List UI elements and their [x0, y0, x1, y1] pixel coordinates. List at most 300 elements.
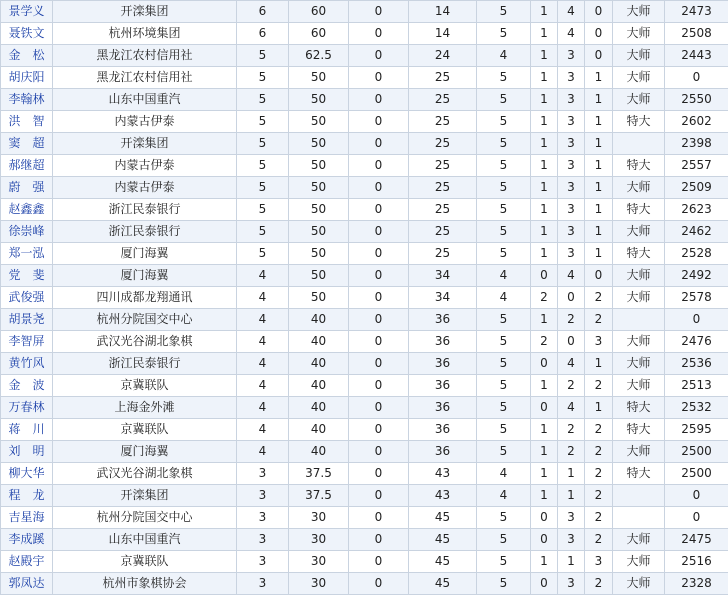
wins-cell: 1 [531, 375, 558, 397]
wins-cell: 1 [531, 419, 558, 441]
score-cell: 6 [237, 23, 289, 45]
rating-cell: 2557 [665, 155, 728, 177]
wins-cell: 1 [531, 133, 558, 155]
player-name-link[interactable]: 吉星海 [1, 507, 53, 529]
score-percent-cell: 50 [289, 111, 349, 133]
losses-cell: 0 [585, 45, 613, 67]
col-zero-cell: 0 [349, 155, 409, 177]
player-name-link[interactable]: 郝继超 [1, 155, 53, 177]
player-name-link[interactable]: 郭凤达 [1, 573, 53, 595]
rating-cell: 2513 [665, 375, 728, 397]
score-cell: 4 [237, 331, 289, 353]
score-percent-cell: 62.5 [289, 45, 349, 67]
title-cell: 大师 [613, 89, 665, 111]
draws-cell: 3 [558, 507, 585, 529]
rank-value-cell: 25 [409, 177, 477, 199]
player-name-link[interactable]: 柳大华 [1, 463, 53, 485]
player-name-link[interactable]: 程 龙 [1, 485, 53, 507]
score-cell: 3 [237, 573, 289, 595]
games-cell: 5 [477, 1, 531, 23]
table-row [1, 551, 728, 573]
score-cell: 5 [237, 89, 289, 111]
col-zero-cell: 0 [349, 221, 409, 243]
games-cell: 5 [477, 419, 531, 441]
col-zero-cell: 0 [349, 507, 409, 529]
score-cell: 3 [237, 463, 289, 485]
wins-cell: 1 [531, 67, 558, 89]
losses-cell: 1 [585, 199, 613, 221]
team-cell: 厦门海翼 [53, 441, 237, 463]
rating-cell: 2500 [665, 463, 728, 485]
games-cell: 5 [477, 551, 531, 573]
rank-value-cell: 25 [409, 133, 477, 155]
losses-cell: 3 [585, 331, 613, 353]
score-cell: 4 [237, 287, 289, 309]
col-zero-cell: 0 [349, 89, 409, 111]
team-cell: 黑龙江农村信用社 [53, 67, 237, 89]
player-name-link[interactable]: 李智屏 [1, 331, 53, 353]
draws-cell: 4 [558, 353, 585, 375]
rank-value-cell: 45 [409, 551, 477, 573]
losses-cell: 2 [585, 287, 613, 309]
score-cell: 5 [237, 199, 289, 221]
title-cell: 特大 [613, 397, 665, 419]
team-cell: 京冀联队 [53, 419, 237, 441]
wins-cell: 0 [531, 265, 558, 287]
rank-value-cell: 25 [409, 89, 477, 111]
table-row [1, 155, 728, 177]
table-row [1, 507, 728, 529]
games-cell: 5 [477, 331, 531, 353]
team-cell: 武汉光谷湖北象棋 [53, 463, 237, 485]
score-cell: 3 [237, 507, 289, 529]
rank-value-cell: 25 [409, 155, 477, 177]
draws-cell: 3 [558, 133, 585, 155]
title-cell: 特大 [613, 155, 665, 177]
rating-cell: 2398 [665, 133, 728, 155]
team-cell: 厦门海翼 [53, 265, 237, 287]
table-row [1, 23, 728, 45]
score-percent-cell: 50 [289, 265, 349, 287]
team-cell: 四川成都龙翔通讯 [53, 287, 237, 309]
col-zero-cell: 0 [349, 67, 409, 89]
score-cell: 4 [237, 265, 289, 287]
rank-value-cell: 45 [409, 529, 477, 551]
title-cell: 特大 [613, 419, 665, 441]
rank-value-cell: 14 [409, 1, 477, 23]
player-name-link[interactable]: 洪 智 [1, 111, 53, 133]
losses-cell: 0 [585, 1, 613, 23]
table-row [1, 331, 728, 353]
table-row [1, 221, 728, 243]
score-cell: 4 [237, 419, 289, 441]
team-cell: 上海金外滩 [53, 397, 237, 419]
losses-cell: 1 [585, 67, 613, 89]
table-row [1, 67, 728, 89]
wins-cell: 1 [531, 111, 558, 133]
score-cell: 5 [237, 67, 289, 89]
title-cell: 大师 [613, 375, 665, 397]
table-row [1, 89, 728, 111]
score-percent-cell: 40 [289, 419, 349, 441]
rating-cell: 2500 [665, 441, 728, 463]
score-percent-cell: 30 [289, 507, 349, 529]
score-percent-cell: 40 [289, 353, 349, 375]
title-cell: 大师 [613, 287, 665, 309]
rating-cell: 2595 [665, 419, 728, 441]
col-zero-cell: 0 [349, 331, 409, 353]
score-cell: 5 [237, 111, 289, 133]
col-zero-cell: 0 [349, 111, 409, 133]
wins-cell: 2 [531, 331, 558, 353]
draws-cell: 3 [558, 111, 585, 133]
wins-cell: 1 [531, 23, 558, 45]
score-percent-cell: 40 [289, 375, 349, 397]
title-cell [613, 485, 665, 507]
score-cell: 5 [237, 221, 289, 243]
score-percent-cell: 30 [289, 551, 349, 573]
title-cell [613, 507, 665, 529]
losses-cell: 1 [585, 221, 613, 243]
player-name-link[interactable]: 赵鑫鑫 [1, 199, 53, 221]
wins-cell: 1 [531, 199, 558, 221]
table-row [1, 463, 728, 485]
score-percent-cell: 50 [289, 155, 349, 177]
title-cell: 大师 [613, 353, 665, 375]
rating-cell: 2602 [665, 111, 728, 133]
rank-value-cell: 36 [409, 441, 477, 463]
rating-cell: 2492 [665, 265, 728, 287]
draws-cell: 3 [558, 155, 585, 177]
table-row [1, 111, 728, 133]
losses-cell: 1 [585, 353, 613, 375]
rating-cell: 0 [665, 485, 728, 507]
rank-value-cell: 14 [409, 23, 477, 45]
table-row [1, 177, 728, 199]
score-percent-cell: 30 [289, 573, 349, 595]
games-cell: 5 [477, 23, 531, 45]
title-cell: 大师 [613, 177, 665, 199]
player-name-link[interactable]: 蒋 川 [1, 419, 53, 441]
rating-cell: 2509 [665, 177, 728, 199]
table-row [1, 397, 728, 419]
team-cell: 京冀联队 [53, 375, 237, 397]
rank-value-cell: 25 [409, 111, 477, 133]
col-zero-cell: 0 [349, 177, 409, 199]
draws-cell: 0 [558, 331, 585, 353]
score-percent-cell: 50 [289, 287, 349, 309]
games-cell: 5 [477, 529, 531, 551]
losses-cell: 3 [585, 551, 613, 573]
rank-value-cell: 43 [409, 463, 477, 485]
team-cell: 杭州市象棋协会 [53, 573, 237, 595]
rating-cell: 2443 [665, 45, 728, 67]
team-cell: 杭州分院国交中心 [53, 507, 237, 529]
col-zero-cell: 0 [349, 419, 409, 441]
player-name-link[interactable]: 蔚 强 [1, 177, 53, 199]
losses-cell: 2 [585, 573, 613, 595]
wins-cell: 1 [531, 551, 558, 573]
team-cell: 浙江民泰银行 [53, 221, 237, 243]
player-name-link[interactable]: 武俊强 [1, 287, 53, 309]
title-cell: 大师 [613, 529, 665, 551]
score-percent-cell: 40 [289, 309, 349, 331]
player-name-link[interactable]: 赵殿宇 [1, 551, 53, 573]
score-percent-cell: 40 [289, 397, 349, 419]
losses-cell: 0 [585, 23, 613, 45]
rating-cell: 2508 [665, 23, 728, 45]
draws-cell: 1 [558, 463, 585, 485]
draws-cell: 3 [558, 221, 585, 243]
score-percent-cell: 50 [289, 199, 349, 221]
col-zero-cell: 0 [349, 529, 409, 551]
wins-cell: 1 [531, 243, 558, 265]
team-cell: 内蒙古伊泰 [53, 177, 237, 199]
team-cell: 内蒙古伊泰 [53, 111, 237, 133]
team-cell: 杭州分院国交中心 [53, 309, 237, 331]
games-cell: 5 [477, 155, 531, 177]
rank-value-cell: 25 [409, 199, 477, 221]
wins-cell: 2 [531, 287, 558, 309]
rating-cell: 2536 [665, 353, 728, 375]
draws-cell: 3 [558, 45, 585, 67]
losses-cell: 1 [585, 111, 613, 133]
table-row [1, 309, 728, 331]
rating-cell: 0 [665, 67, 728, 89]
rating-cell: 2476 [665, 331, 728, 353]
draws-cell: 3 [558, 67, 585, 89]
wins-cell: 1 [531, 463, 558, 485]
team-cell: 山东中国重汽 [53, 529, 237, 551]
player-name-link[interactable]: 郑一泓 [1, 243, 53, 265]
table-row [1, 133, 728, 155]
losses-cell: 2 [585, 529, 613, 551]
player-name-link[interactable]: 党 斐 [1, 265, 53, 287]
rating-cell: 2550 [665, 89, 728, 111]
score-percent-cell: 50 [289, 243, 349, 265]
wins-cell: 1 [531, 45, 558, 67]
team-cell: 浙江民泰银行 [53, 199, 237, 221]
table-row [1, 375, 728, 397]
wins-cell: 1 [531, 1, 558, 23]
losses-cell: 1 [585, 133, 613, 155]
draws-cell: 4 [558, 265, 585, 287]
rank-value-cell: 36 [409, 353, 477, 375]
games-cell: 5 [477, 397, 531, 419]
title-cell: 特大 [613, 463, 665, 485]
games-cell: 4 [477, 485, 531, 507]
losses-cell: 2 [585, 375, 613, 397]
rank-value-cell: 36 [409, 397, 477, 419]
games-cell: 5 [477, 507, 531, 529]
table-row [1, 353, 728, 375]
team-cell: 浙江民泰银行 [53, 353, 237, 375]
title-cell: 特大 [613, 243, 665, 265]
col-zero-cell: 0 [349, 441, 409, 463]
player-name-link[interactable]: 刘 明 [1, 441, 53, 463]
player-name-link[interactable]: 万春林 [1, 397, 53, 419]
player-name-link[interactable]: 金 松 [1, 45, 53, 67]
player-name-link[interactable]: 金 波 [1, 375, 53, 397]
title-cell: 大师 [613, 441, 665, 463]
table-row [1, 485, 728, 507]
team-cell: 杭州环境集团 [53, 23, 237, 45]
title-cell: 大师 [613, 265, 665, 287]
rating-cell: 2462 [665, 221, 728, 243]
team-cell: 厦门海翼 [53, 243, 237, 265]
losses-cell: 2 [585, 419, 613, 441]
team-cell: 开滦集团 [53, 485, 237, 507]
draws-cell: 1 [558, 485, 585, 507]
losses-cell: 2 [585, 463, 613, 485]
title-cell: 特大 [613, 199, 665, 221]
games-cell: 5 [477, 177, 531, 199]
rating-cell: 2475 [665, 529, 728, 551]
rating-cell: 2623 [665, 199, 728, 221]
wins-cell: 1 [531, 221, 558, 243]
games-cell: 5 [477, 243, 531, 265]
team-cell: 武汉光谷湖北象棋 [53, 331, 237, 353]
rank-value-cell: 45 [409, 507, 477, 529]
score-cell: 3 [237, 529, 289, 551]
col-zero-cell: 0 [349, 243, 409, 265]
games-cell: 4 [477, 463, 531, 485]
rank-value-cell: 36 [409, 375, 477, 397]
col-zero-cell: 0 [349, 45, 409, 67]
losses-cell: 0 [585, 265, 613, 287]
wins-cell: 0 [531, 573, 558, 595]
games-cell: 5 [477, 573, 531, 595]
title-cell: 大师 [613, 551, 665, 573]
losses-cell: 1 [585, 243, 613, 265]
rating-cell: 2328 [665, 573, 728, 595]
rank-value-cell: 34 [409, 287, 477, 309]
rank-value-cell: 45 [409, 573, 477, 595]
score-cell: 4 [237, 375, 289, 397]
wins-cell: 0 [531, 397, 558, 419]
title-cell: 大师 [613, 1, 665, 23]
wins-cell: 1 [531, 89, 558, 111]
wins-cell: 0 [531, 529, 558, 551]
score-percent-cell: 37.5 [289, 463, 349, 485]
wins-cell: 1 [531, 177, 558, 199]
col-zero-cell: 0 [349, 573, 409, 595]
player-name-link[interactable]: 李成蹊 [1, 529, 53, 551]
score-percent-cell: 37.5 [289, 485, 349, 507]
title-cell: 大师 [613, 45, 665, 67]
losses-cell: 2 [585, 441, 613, 463]
score-cell: 3 [237, 551, 289, 573]
player-name-link[interactable]: 黄竹风 [1, 353, 53, 375]
score-percent-cell: 50 [289, 133, 349, 155]
draws-cell: 4 [558, 1, 585, 23]
player-name-link[interactable]: 李翰林 [1, 89, 53, 111]
score-percent-cell: 40 [289, 331, 349, 353]
score-percent-cell: 50 [289, 89, 349, 111]
table-row [1, 419, 728, 441]
score-cell: 5 [237, 133, 289, 155]
player-name-link[interactable]: 景学义 [1, 1, 53, 23]
score-cell: 4 [237, 353, 289, 375]
losses-cell: 1 [585, 397, 613, 419]
rating-cell: 0 [665, 309, 728, 331]
team-cell: 开滦集团 [53, 133, 237, 155]
col-zero-cell: 0 [349, 265, 409, 287]
draws-cell: 0 [558, 287, 585, 309]
title-cell: 大师 [613, 573, 665, 595]
player-name-link[interactable]: 胡庆阳 [1, 67, 53, 89]
draws-cell: 3 [558, 199, 585, 221]
rank-value-cell: 43 [409, 485, 477, 507]
score-percent-cell: 40 [289, 441, 349, 463]
rating-cell: 0 [665, 507, 728, 529]
title-cell: 大师 [613, 67, 665, 89]
player-name-link[interactable]: 胡景尧 [1, 309, 53, 331]
team-cell: 开滦集团 [53, 1, 237, 23]
table-row [1, 441, 728, 463]
col-zero-cell: 0 [349, 309, 409, 331]
games-cell: 5 [477, 199, 531, 221]
games-cell: 5 [477, 67, 531, 89]
player-name-link[interactable]: 徐崇峰 [1, 221, 53, 243]
score-percent-cell: 60 [289, 23, 349, 45]
wins-cell: 1 [531, 309, 558, 331]
title-cell: 大师 [613, 331, 665, 353]
draws-cell: 3 [558, 573, 585, 595]
score-percent-cell: 30 [289, 529, 349, 551]
table-row [1, 265, 728, 287]
col-zero-cell: 0 [349, 133, 409, 155]
rating-cell: 2532 [665, 397, 728, 419]
games-cell: 5 [477, 353, 531, 375]
score-cell: 5 [237, 243, 289, 265]
col-zero-cell: 0 [349, 397, 409, 419]
team-cell: 黑龙江农村信用社 [53, 45, 237, 67]
rank-value-cell: 36 [409, 419, 477, 441]
rating-cell: 2528 [665, 243, 728, 265]
losses-cell: 1 [585, 89, 613, 111]
losses-cell: 2 [585, 507, 613, 529]
draws-cell: 2 [558, 375, 585, 397]
player-name-link[interactable]: 聂铁文 [1, 23, 53, 45]
rating-cell: 2516 [665, 551, 728, 573]
draws-cell: 3 [558, 89, 585, 111]
rank-value-cell: 25 [409, 243, 477, 265]
rating-cell: 2473 [665, 1, 728, 23]
score-cell: 6 [237, 1, 289, 23]
wins-cell: 0 [531, 353, 558, 375]
draws-cell: 3 [558, 529, 585, 551]
wins-cell: 1 [531, 485, 558, 507]
title-cell: 大师 [613, 23, 665, 45]
draws-cell: 2 [558, 309, 585, 331]
rank-value-cell: 36 [409, 309, 477, 331]
player-name-link[interactable]: 窦 超 [1, 133, 53, 155]
table-row [1, 45, 728, 67]
wins-cell: 1 [531, 441, 558, 463]
table-row [1, 199, 728, 221]
team-cell: 山东中国重汽 [53, 89, 237, 111]
score-percent-cell: 60 [289, 1, 349, 23]
score-percent-cell: 50 [289, 177, 349, 199]
draws-cell: 3 [558, 177, 585, 199]
draws-cell: 4 [558, 23, 585, 45]
score-cell: 4 [237, 397, 289, 419]
games-cell: 4 [477, 45, 531, 67]
title-cell: 特大 [613, 111, 665, 133]
losses-cell: 2 [585, 485, 613, 507]
rank-value-cell: 25 [409, 221, 477, 243]
